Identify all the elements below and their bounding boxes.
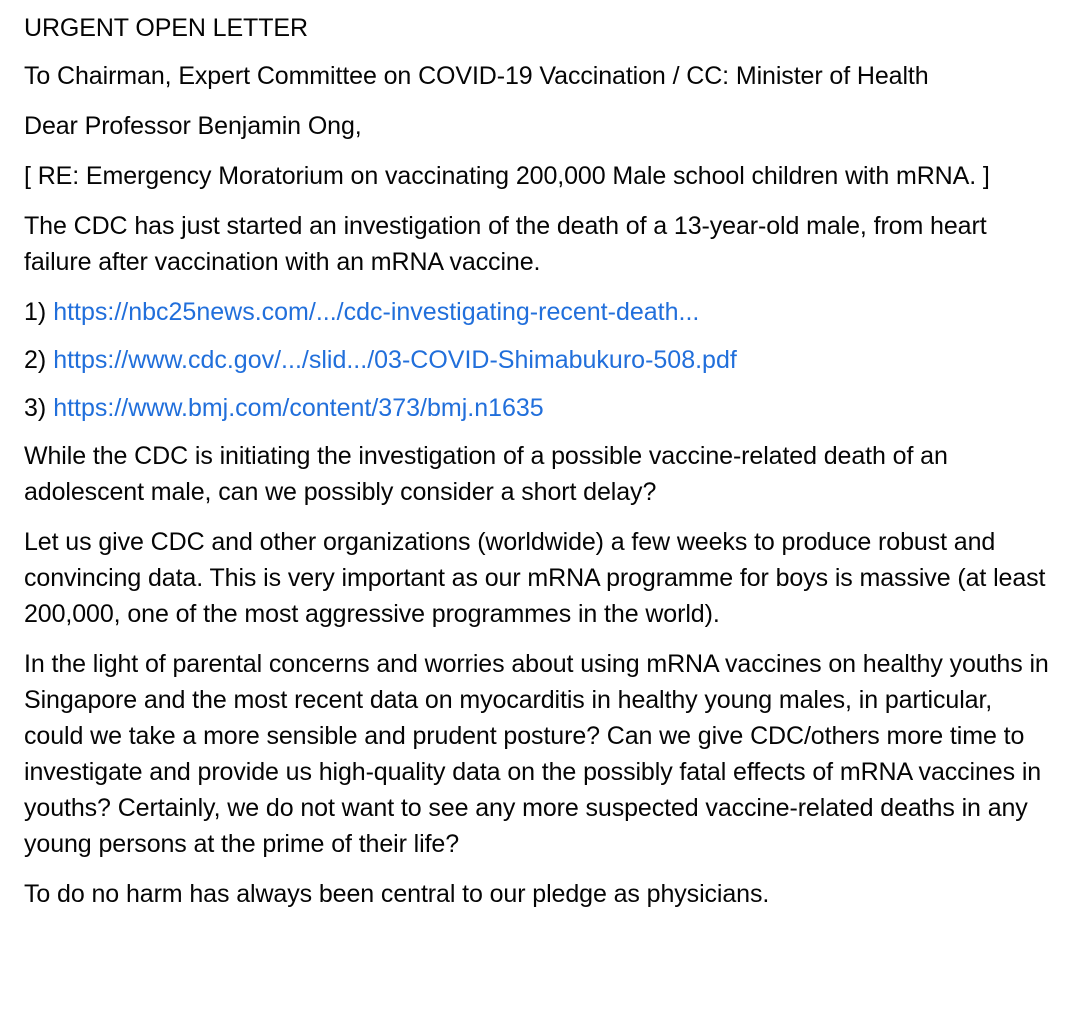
cdc-pdf-link[interactable]: https://www.cdc.gov/.../slid.../03-COVID-Shimabukuro-508.pdf (53, 346, 737, 374)
nbc25news-link[interactable]: https://nbc25news.com/.../cdc-investigating-recent-death... (53, 298, 700, 326)
link-line-1 (24, 294, 1056, 330)
link-line-2 (24, 342, 1056, 378)
greeting: Dear Professor Benjamin Ong, (24, 112, 362, 140)
link-number-2: 2) (24, 346, 47, 374)
harm-paragraph: To do no harm has always been central to our pledge as physicians. (24, 880, 770, 908)
re-line: [ RE: Emergency Moratorium on vaccinating 200,000 Male school children with mRNA. ] (24, 162, 990, 190)
to-line: To Chairman, Expert Committee on COVID-19 Vaccination / CC: Minister of Health (24, 62, 929, 90)
concerns-paragraph: In the light of parental concerns and worries about using mRNA vaccines on healthy youths in Singapore and the most recent data on myocarditis in healthy young males, in particular, could we take a more sensible and prudent posture? Can we give CDC/others more time to investigate and provide us high-quality data on the possibly fatal effects of mRNA vaccines in youths? Certainly, we do not want to see any more suspected vaccine-related deaths in any young persons at the prime of their life? (24, 650, 1049, 858)
delay-paragraph: While the CDC is initiating the investigation of a possible vaccine-related death of an adolescent male, can we possibly consider a short delay? (24, 442, 948, 506)
cdc-paragraph: The CDC has just started an investigation of the death of a 13-year-old male, from heart failure after vaccination with an mRNA vaccine. (24, 212, 987, 276)
link-number-1: 1) (24, 298, 47, 326)
letter-title: URGENT OPEN LETTER (24, 14, 308, 42)
link-number-3: 3) (24, 394, 47, 422)
bmj-link[interactable]: https://www.bmj.com/content/373/bmj.n1635 (53, 394, 544, 422)
link-line-3 (24, 390, 1056, 426)
weeks-paragraph: Let us give CDC and other organizations (worldwide) a few weeks to produce robust and convincing data. This is very important as our mRNA programme for boys is massive (at least 200,000, one of the most aggressive programmes in the world). (24, 528, 1046, 628)
